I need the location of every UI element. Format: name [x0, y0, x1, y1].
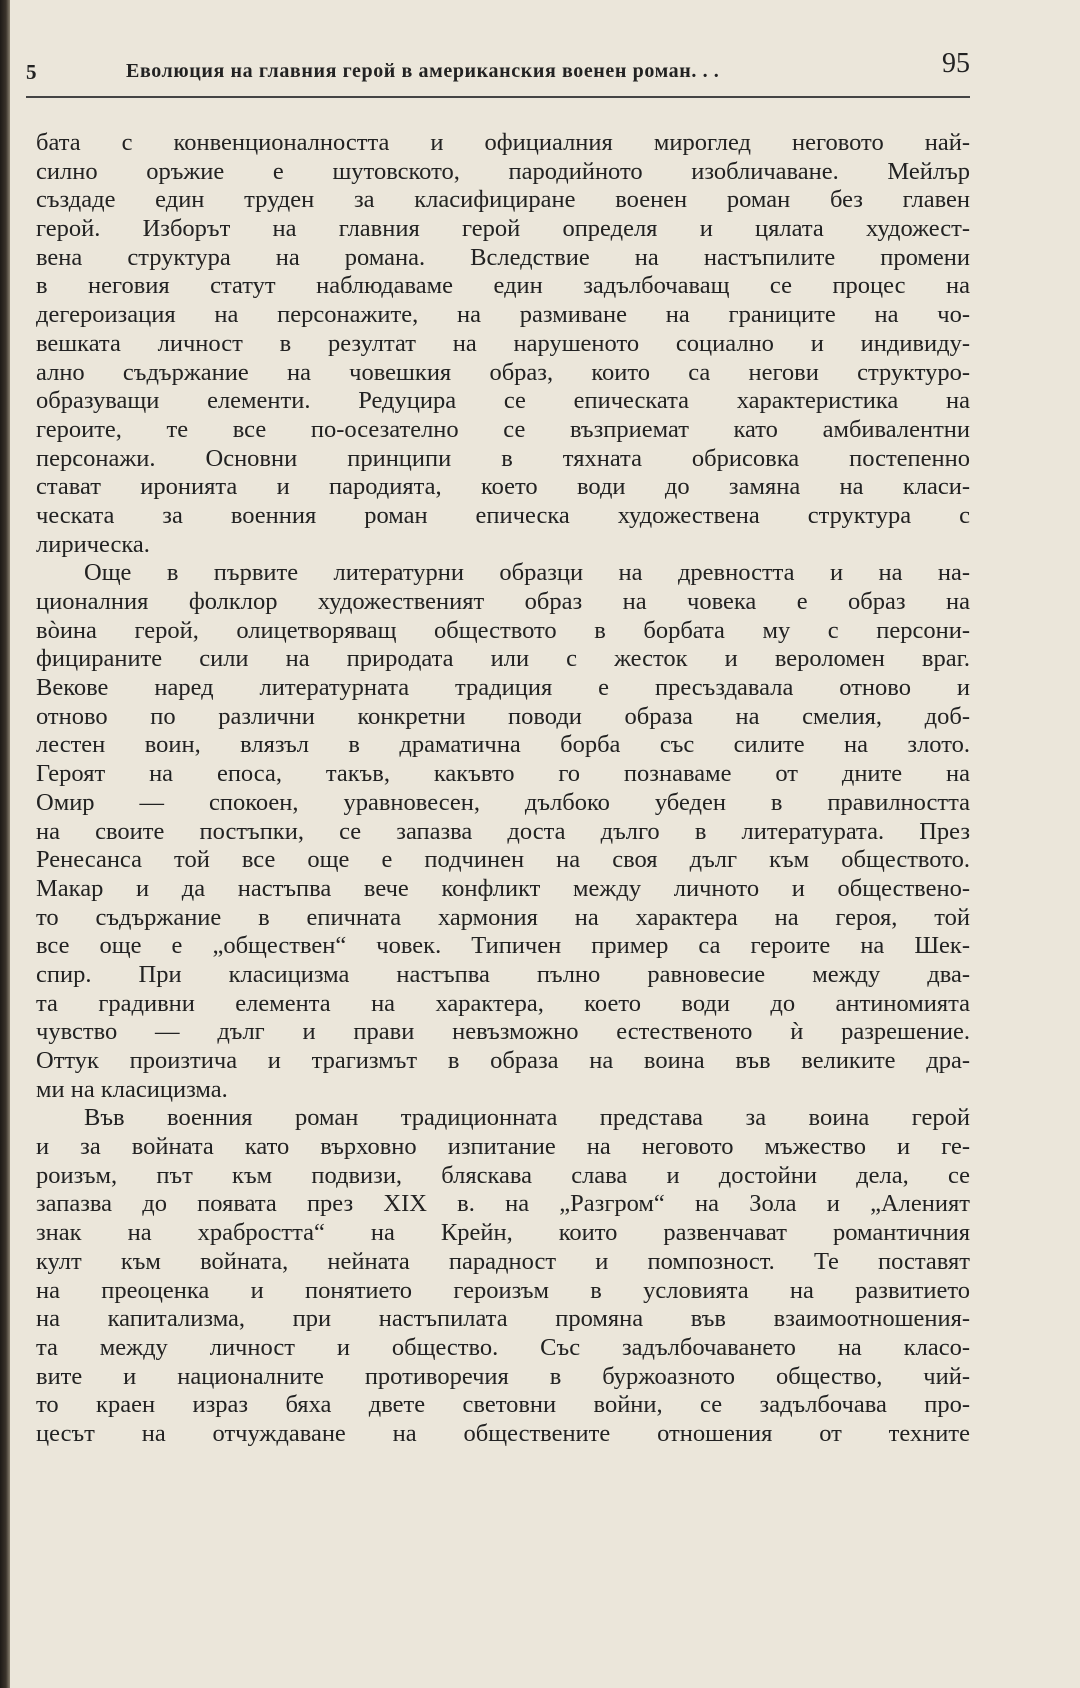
text-line: вите и националните противоречия в буржоазното общество, чий- [36, 1362, 970, 1390]
running-title: Еволюция на главния герой в американския военен роман. . . [126, 60, 720, 82]
text-line: вена структура на романа. Вследствие на настъпилите промени [36, 243, 970, 271]
text-line: бата с конвенционалността и официалния мироглед неговото най- [36, 129, 970, 156]
text-line: все още е „обществен“ човек. Типичен пример са героите на Шек- [36, 932, 970, 960]
section-number: 5 [26, 60, 37, 84]
text-line: култ към войната, нейната парадност и помпозност. Те поставят [36, 1247, 970, 1275]
paragraph-2 [36, 559, 970, 1104]
text-line: чувство — дълг и прави невъзможно естественото ѝ разрешение. [36, 1018, 970, 1046]
text-line: та между личност и общество. Със задълбочаването на класо- [36, 1333, 970, 1361]
text-line: ално съдържание на човешкия образ, които са негови структуро- [36, 358, 970, 386]
text-line: на капитализма, при настъпилата промяна във взаимоотношения- [36, 1305, 970, 1333]
text-line: вòина герой, олицетворяващ обществото в борбата му с персони- [36, 616, 970, 644]
text-line: роизъм, път към подвизи, бляскава слава и достойни дела, се [36, 1161, 970, 1189]
text-line: стават иронията и пародията, което води до замяна на класи- [36, 473, 970, 501]
text-line: ми на класицизма. [36, 1075, 228, 1103]
text-line: спир. При класицизма настъпва пълно равновесие между два- [36, 960, 970, 988]
body-text [36, 129, 970, 1449]
text-line: образуващи елементи. Редуцира се епическата характеристика на [36, 387, 970, 415]
paragraph-3 [36, 1104, 970, 1448]
text-line: Векове наред литературната традиция е пресъздавала отново и [36, 674, 970, 702]
book-spine-shadow [0, 0, 10, 1688]
text-line: та градивни елемента на характера, което води до антиномията [36, 989, 970, 1017]
text-line: ционалния фолклор художественият образ на човека е образ на [36, 588, 970, 615]
text-line: Оттук произтича и трагизмът в образа на воина във великите дра- [36, 1047, 970, 1074]
text-line: лирическа. [36, 530, 150, 558]
text-line: създаде един труден за класифициране военен роман без главен [36, 186, 970, 214]
page-number: 95 [942, 48, 970, 79]
text-line: Ренесанса той все още е подчинен на своя дълг към обществото. [36, 846, 970, 874]
book-page [10, 0, 1080, 1688]
text-line: ческата за военния роман епическа художествена структура с [36, 501, 970, 529]
text-line: героите, те все по-осезателно се възприемат като амбивалентни [36, 415, 970, 443]
text-line: Макар и да настъпва вече конфликт между личното и обществено- [36, 874, 970, 902]
running-header [26, 48, 970, 98]
text-line: цесът на отчуждаване на обществените отношения от техните [36, 1419, 970, 1447]
text-line: силно оръжие е шутовското, пародийното изобличаване. Мейлър [36, 157, 970, 185]
text-line: дегероизация на персонажите, на размиване на границите на чо- [36, 301, 970, 329]
text-line: Героят на епоса, такъв, какъвто го познаваме от дните на [36, 760, 970, 788]
text-line: фицираните сили на природата или с жесток и вероломен враг. [36, 645, 970, 673]
text-line: вешката личност в резултат на нарушеното социално и индивиду- [36, 329, 970, 357]
text-line: в неговия статут наблюдаваме един задълбочаващ се процес на [36, 272, 970, 300]
text-line: Омир — спокоен, уравновесен, дълбоко убеден в правилността [36, 788, 970, 816]
paragraph-1 [36, 129, 970, 559]
text-line: запазва до появата през XIX в. на „Разгром“ на Зола и „Алeният [36, 1190, 970, 1218]
text-line: Още в първите литературни образци на древността и на на- [84, 559, 970, 587]
text-line: герой. Изборът на главния герой определя и цялата художест- [36, 215, 970, 243]
text-line: Във военния роман традиционната представа за воина герой [84, 1104, 970, 1132]
text-line: персонажи. Основни принципи в тяхната обрисовка постепенно [36, 444, 970, 472]
text-line: знак на храбростта“ на Крейн, които развенчават романтичния [36, 1219, 970, 1247]
text-line: то краен израз бяха двете световни войни, се задълбочава про- [36, 1391, 970, 1419]
text-line: отново по различни конкретни поводи образа на смелия, доб- [36, 702, 970, 730]
header-rule [26, 96, 970, 98]
text-line: и за войната като върховно изпитание на неговото мъжество и ге- [36, 1133, 970, 1161]
text-line: на преоценка и понятието героизъм в условията на развитието [36, 1276, 970, 1304]
text-line: на своите постъпки, се запазва доста дълго в литературата. През [36, 817, 970, 845]
text-line: то съдържание в епичната хармония на характера на героя, той [36, 903, 970, 931]
text-line: лестен воин, влязъл в драматична борба със силите на злото. [36, 731, 970, 759]
